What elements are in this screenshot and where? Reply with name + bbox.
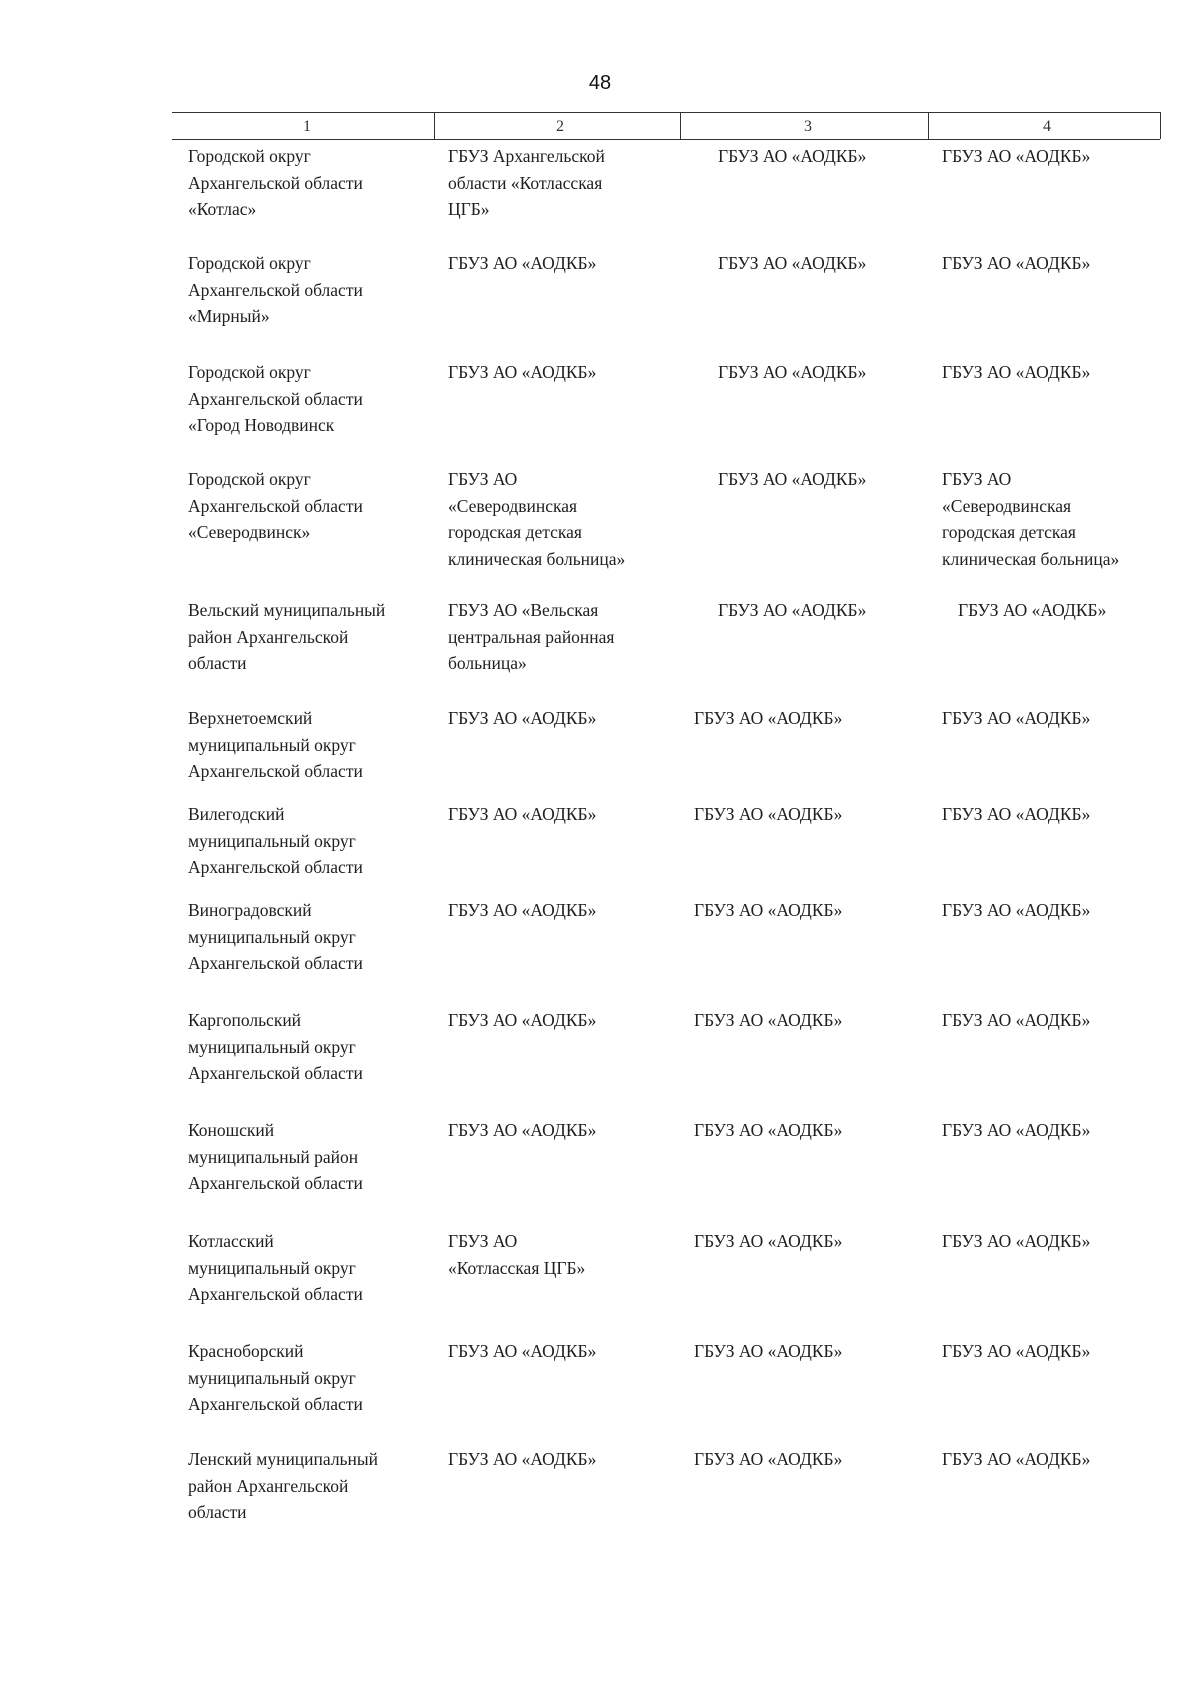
cell-level2: ГБУЗ АО «АОДКБ» <box>718 253 867 273</box>
cell-territory: Вельский муниципальный район Архангельской области <box>188 600 386 673</box>
cell-level2: ГБУЗ АО «АОДКБ» <box>694 1449 843 1469</box>
cell-territory: Коношский муниципальный район Архангельской области <box>188 1120 363 1193</box>
cell-level2: ГБУЗ АО «АОДКБ» <box>718 146 867 166</box>
cell-territory: Городской округ Архангельской области «Северодвинск» <box>188 469 363 542</box>
column-number-2: 2 <box>556 118 564 135</box>
cell-level3: ГБУЗ АО «АОДКБ» <box>942 804 1091 824</box>
cell-territory: Виноградовский муниципальный округ Архангельской области <box>188 900 363 973</box>
cell-territory: Городской округ Архангельской области «Город Новодвинск <box>188 362 363 435</box>
cell-level3: ГБУЗ АО «АОДКБ» <box>942 362 1091 382</box>
cell-level1: ГБУЗ АО «АОДКБ» <box>448 253 597 273</box>
cell-level2: ГБУЗ АО «АОДКБ» <box>694 804 843 824</box>
cell-level1: ГБУЗ АО «АОДКБ» <box>448 1341 597 1361</box>
cell-level2: ГБУЗ АО «АОДКБ» <box>694 1341 843 1361</box>
cell-level1: ГБУЗ АО «Вельская центральная районная больница» <box>448 600 615 673</box>
cell-territory: Вилегодский муниципальный округ Архангельской области <box>188 804 363 877</box>
cell-level2: ГБУЗ АО «АОДКБ» <box>694 708 843 728</box>
cell-level3: ГБУЗ АО «АОДКБ» <box>942 708 1091 728</box>
column-number-1: 1 <box>303 118 311 135</box>
cell-level3: ГБУЗ АО «Северодвинская городская детская клиническая больница» <box>942 469 1120 569</box>
cell-level1: ГБУЗ Архангельской области «Котласская ЦГБ» <box>448 146 605 219</box>
cell-level2: ГБУЗ АО «АОДКБ» <box>694 1231 843 1251</box>
cell-level2: ГБУЗ АО «АОДКБ» <box>694 900 843 920</box>
cell-level3: ГБУЗ АО «АОДКБ» <box>942 1010 1091 1030</box>
cell-level1: ГБУЗ АО «Котласская ЦГБ» <box>448 1231 586 1278</box>
cell-territory: Ленский муниципальный район Архангельской области <box>188 1449 379 1522</box>
cell-level3: ГБУЗ АО «АОДКБ» <box>942 1341 1091 1361</box>
header-divider <box>434 112 435 139</box>
cell-territory: Котласский муниципальный округ Архангельской области <box>188 1231 363 1304</box>
cell-level3: ГБУЗ АО «АОДКБ» <box>942 900 1091 920</box>
cell-level3: ГБУЗ АО «АОДКБ» <box>942 1120 1091 1140</box>
cell-level3: ГБУЗ АО «АОДКБ» <box>942 146 1091 166</box>
cell-level1: ГБУЗ АО «АОДКБ» <box>448 1120 597 1140</box>
cell-level1: ГБУЗ АО «АОДКБ» <box>448 1010 597 1030</box>
header-top-rule <box>172 112 1160 113</box>
header-bottom-rule <box>172 139 1160 140</box>
cell-level1: ГБУЗ АО «АОДКБ» <box>448 804 597 824</box>
cell-territory: Каргопольский муниципальный округ Архангельской области <box>188 1010 363 1083</box>
cell-level2: ГБУЗ АО «АОДКБ» <box>718 469 867 489</box>
cell-level1: ГБУЗ АО «АОДКБ» <box>448 1449 597 1469</box>
cell-level1: ГБУЗ АО «АОДКБ» <box>448 362 597 382</box>
column-number-3: 3 <box>804 118 812 135</box>
cell-level1: ГБУЗ АО «Северодвинская городская детская клиническая больница» <box>448 469 626 569</box>
cell-level3: ГБУЗ АО «АОДКБ» <box>942 253 1091 273</box>
cell-territory: Городской округ Архангельской области «Мирный» <box>188 253 363 326</box>
column-number-4: 4 <box>1043 118 1051 135</box>
cell-level2: ГБУЗ АО «АОДКБ» <box>694 1120 843 1140</box>
cell-level1: ГБУЗ АО «АОДКБ» <box>448 900 597 920</box>
cell-level2: ГБУЗ АО «АОДКБ» <box>718 600 867 620</box>
cell-territory: Красноборский муниципальный округ Архангельской области <box>188 1341 363 1414</box>
page-number: 48 <box>588 72 612 94</box>
cell-level2: ГБУЗ АО «АОДКБ» <box>718 362 867 382</box>
cell-territory: Городской округ Архангельской области «Котлас» <box>188 146 363 219</box>
cell-level3: ГБУЗ АО «АОДКБ» <box>942 1449 1091 1469</box>
cell-level2: ГБУЗ АО «АОДКБ» <box>694 1010 843 1030</box>
cell-level3: ГБУЗ АО «АОДКБ» <box>942 1231 1091 1251</box>
cell-level1: ГБУЗ АО «АОДКБ» <box>448 708 597 728</box>
cell-level3: ГБУЗ АО «АОДКБ» <box>958 600 1107 620</box>
header-divider <box>1160 112 1161 139</box>
header-divider <box>680 112 681 139</box>
header-divider <box>928 112 929 139</box>
cell-territory: Верхнетоемский муниципальный округ Архангельской области <box>188 708 363 781</box>
